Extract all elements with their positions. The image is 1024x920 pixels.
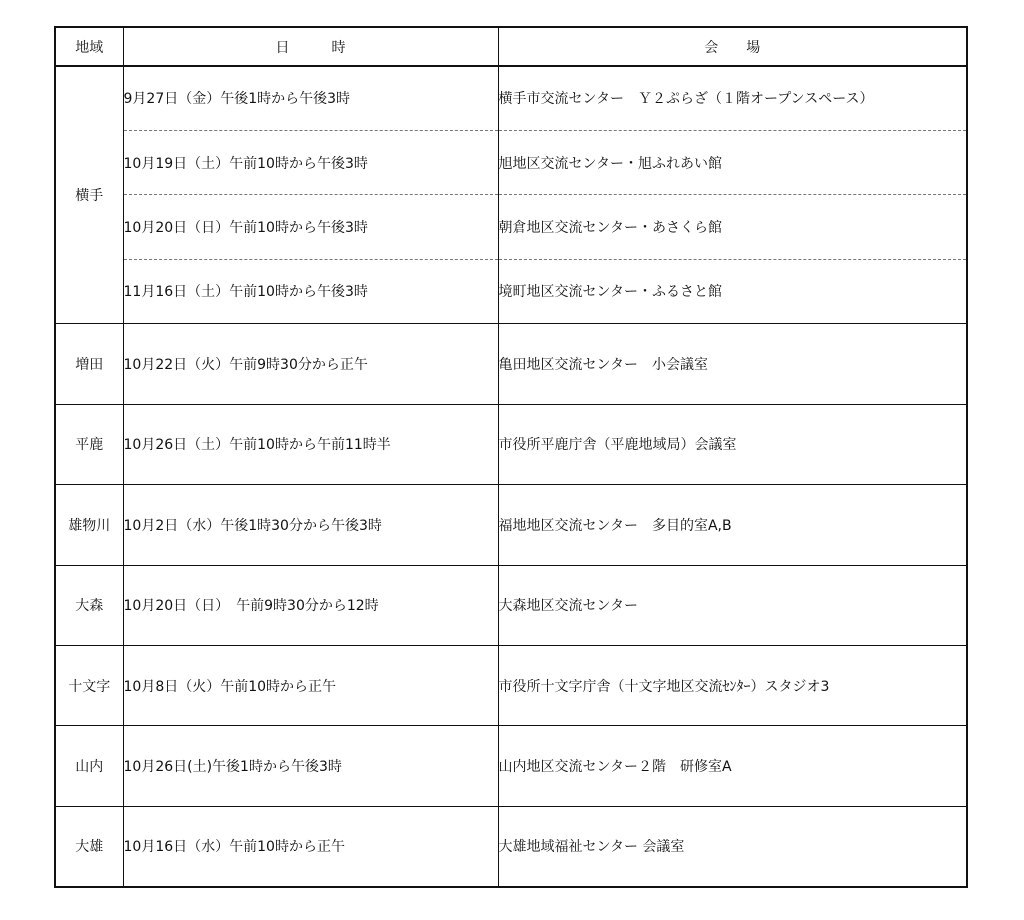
datetime-cell: 10月26日(土)午後1時から午後3時: [123, 726, 498, 806]
table-row: [55, 324, 967, 404]
datetime-cell: 10月2日（水）午後1時30分から午後3時: [123, 485, 498, 565]
area-cell: 横手: [55, 66, 123, 324]
datetime-cell: 9月27日（金）午後1時から午後3時: [123, 66, 498, 130]
datetime-cell: 10月16日（水）午前10時から正午: [123, 806, 498, 887]
area-cell: 平鹿: [55, 404, 123, 484]
datetime-cell: 10月8日（火）午前10時から正午: [123, 646, 498, 726]
venue-cell: 境町地区交流センター・ふるさと館: [498, 259, 967, 323]
area-cell: 大雄: [55, 806, 123, 887]
table-row: [55, 726, 967, 806]
header-row: [55, 27, 967, 66]
datetime-cell: 10月20日（日） 午前9時30分から12時: [123, 565, 498, 645]
table-row: [55, 66, 967, 130]
venue-cell: 市役所十文字庁舎（十文字地区交流ｾﾝﾀｰ）スタジオ3: [498, 646, 967, 726]
venue-cell: 山内地区交流センター２階 研修室A: [498, 726, 967, 806]
datetime-cell: 10月26日（土）午前10時から午前11時半: [123, 404, 498, 484]
area-cell: 十文字: [55, 646, 123, 726]
header-area: 地域: [55, 27, 123, 66]
area-cell: 雄物川: [55, 485, 123, 565]
schedule-table: [54, 26, 968, 888]
table-row: [55, 646, 967, 726]
datetime-cell: 10月19日（土）午前10時から午後3時: [123, 130, 498, 194]
table-row: [55, 565, 967, 645]
header-venue: 会 場: [498, 27, 967, 66]
table-row: [55, 130, 967, 194]
venue-cell: 大森地区交流センター: [498, 565, 967, 645]
venue-cell: 旭地区交流センター・旭ふれあい館: [498, 130, 967, 194]
table-row: [55, 806, 967, 887]
table-row: [55, 195, 967, 259]
table-row: [55, 404, 967, 484]
venue-cell: 市役所平鹿庁舎（平鹿地域局）会議室: [498, 404, 967, 484]
datetime-cell: 10月20日（日）午前10時から午後3時: [123, 195, 498, 259]
venue-cell: 横手市交流センター Ｙ２ぷらざ（１階オープンスペース）: [498, 66, 967, 130]
venue-cell: 朝倉地区交流センター・あさくら館: [498, 195, 967, 259]
table-row: [55, 259, 967, 323]
venue-cell: 福地地区交流センター 多目的室A,B: [498, 485, 967, 565]
venue-cell: 亀田地区交流センター 小会議室: [498, 324, 967, 404]
venue-cell: 大雄地域福祉センター 会議室: [498, 806, 967, 887]
datetime-cell: 11月16日（土）午前10時から午後3時: [123, 259, 498, 323]
area-cell: 大森: [55, 565, 123, 645]
area-cell: 増田: [55, 324, 123, 404]
header-datetime: 日 時: [123, 27, 498, 66]
datetime-cell: 10月22日（火）午前9時30分から正午: [123, 324, 498, 404]
area-cell: 山内: [55, 726, 123, 806]
table-row: [55, 485, 967, 565]
